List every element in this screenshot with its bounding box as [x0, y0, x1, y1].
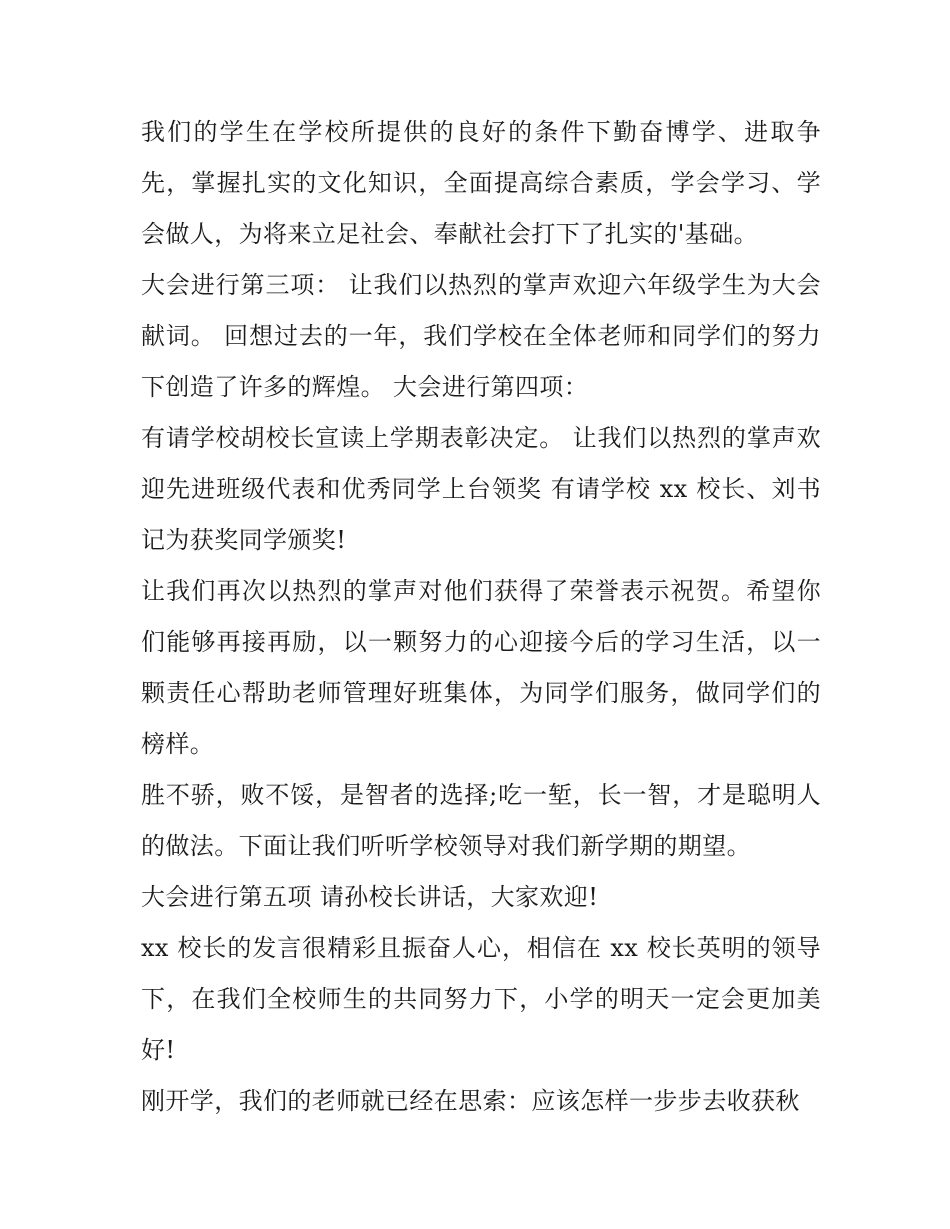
paragraph-2: 大会进行第三项： 让我们以热烈的掌声欢迎六年级学生为大会献词。 回想过去的一年，我们学校在全体老师和同学们的努力下创造了许多的辉煌。 大会进行第四项： [141, 271, 821, 401]
paragraph-6: 大会进行第五项 请孙校长讲话，大家欢迎! [141, 883, 599, 911]
document-body [141, 107, 821, 1127]
paragraph-3: 有请学校胡校长宣读上学期表彰决定。 让我们以热烈的掌声欢迎先进班级代表和优秀同学上台领奖 有请学校 xx 校长、刘书记为获奖同学颁奖! [141, 424, 821, 554]
paragraph-5: 胜不骄，败不馁，是智者的选择;吃一堑，长一智，才是聪明人的做法。下面让我们听听学校领导对我们新学期的期望。 [141, 781, 821, 860]
paragraph-8: 刚开学，我们的老师就已经在思索：应该怎样一步步去收获秋 [141, 1087, 800, 1115]
paragraph-1: 我们的学生在学校所提供的良好的条件下勤奋博学、进取争先，掌握扎实的文化知识，全面提高综合素质，学会学习、学会做人，为将来立足社会、奉献社会打下了扎实的'基础。 [141, 118, 821, 248]
paragraph-4: 让我们再次以热烈的掌声对他们获得了荣誉表示祝贺。希望你们能够再接再励，以一颗努力的心迎接今后的学习生活，以一颗责任心帮助老师管理好班集体，为同学们服务，做同学们的榜样。 [141, 577, 821, 758]
paragraph-7: xx 校长的发言很精彩且振奋人心，相信在 xx 校长英明的领导下，在我们全校师生的共同努力下，小学的明天一定会更加美好! [141, 934, 821, 1064]
